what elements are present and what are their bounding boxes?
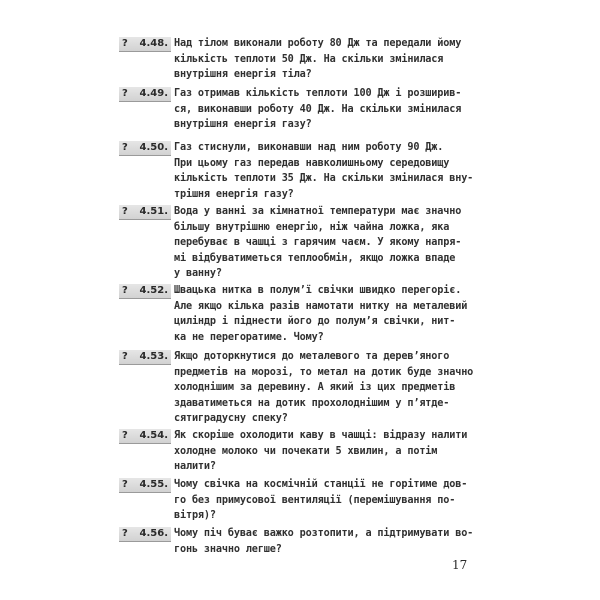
problem-number-badge bbox=[119, 37, 171, 52]
problem-text: Газ стиснули, виконавши над ним роботу 90 Дж. При цьому газ передав навколишньому середовищу кількість теплоти 35 Дж. На скільки змінилася вну- трішня енергія газу? bbox=[174, 142, 474, 200]
question-mark-icon: ? bbox=[122, 285, 128, 296]
question-mark-icon: ? bbox=[122, 351, 128, 362]
problem-number: 4.50. bbox=[139, 142, 168, 153]
problem-number: 4.51. bbox=[139, 206, 168, 217]
question-mark-icon: ? bbox=[122, 479, 128, 490]
question-mark-icon: ? bbox=[122, 206, 128, 217]
problem-number-badge bbox=[119, 350, 171, 365]
question-mark-icon: ? bbox=[122, 528, 128, 539]
problem-text: Над тілом виконали роботу 80 Дж та передали йому кількість теплоти 50 Дж. На скільки змінилася внутрішня енергія тіла? bbox=[174, 38, 462, 80]
problem-number-badge bbox=[119, 478, 171, 493]
problem-text: Чому піч буває важко розтопити, а підтримувати во- гонь значно легше? bbox=[174, 528, 474, 555]
problem-number-badge bbox=[119, 205, 171, 220]
problem-number-badge bbox=[119, 527, 171, 542]
problem-number: 4.53. bbox=[139, 351, 168, 362]
page-number: 17 bbox=[452, 558, 468, 572]
problem-text: Чому свічка на космічній станції не горітиме дов- го без примусової вентиляції (перемішування по- вітря)? bbox=[174, 479, 468, 521]
problem-number: 4.52. bbox=[139, 285, 168, 296]
problem-text: Як скоріше охолодити каву в чашці: відразу налити холодне молоко чи почекати 5 хвилин, а потім налити? bbox=[174, 430, 468, 472]
problem-text: Газ отримав кількість теплоти 100 Дж і розширив- ся, виконавши роботу 40 Дж. На скільки змінилася внутрішня енергія газу? bbox=[174, 88, 462, 130]
problem-text: Швацька нитка в полум’ї свічки швидко перегоріє. Але якщо кілька разів намотати нитку на металевий циліндр і піднести його до полум’я свічки, нит- ка не перегоратиме. Чому? bbox=[174, 285, 468, 343]
problem-number-badge bbox=[119, 284, 171, 299]
question-mark-icon: ? bbox=[122, 430, 128, 441]
problem-number-badge bbox=[119, 87, 171, 102]
problem-text: Якщо доторкнутися до металевого та дерев’яного предметів на морозі, то метал на дотик буде значно холоднішим за деревину. А який із цих предметів здаватиметься на дотик прохолоднішим у п’ятде- сятиградусну спеку? bbox=[174, 351, 474, 424]
question-mark-icon: ? bbox=[122, 38, 128, 49]
question-mark-icon: ? bbox=[122, 88, 128, 99]
problem-number: 4.55. bbox=[139, 479, 168, 490]
problem-number: 4.49. bbox=[139, 88, 168, 99]
problem-number: 4.54. bbox=[139, 430, 168, 441]
problem-number: 4.56. bbox=[139, 528, 168, 539]
problem-number-badge bbox=[119, 429, 171, 444]
problem-number-badge bbox=[119, 141, 171, 156]
problem-text: Вода у ванні за кімнатної температури має значно більшу внутрішню енергію, ніж чайна ложка, яка перебуває в чашці з гарячим чаєм. У якому напря- мі відбуватиметься теплообмін, якщо ложка впаде у ванну? bbox=[174, 206, 462, 279]
problem-number: 4.48. bbox=[139, 38, 168, 49]
question-mark-icon: ? bbox=[122, 142, 128, 153]
